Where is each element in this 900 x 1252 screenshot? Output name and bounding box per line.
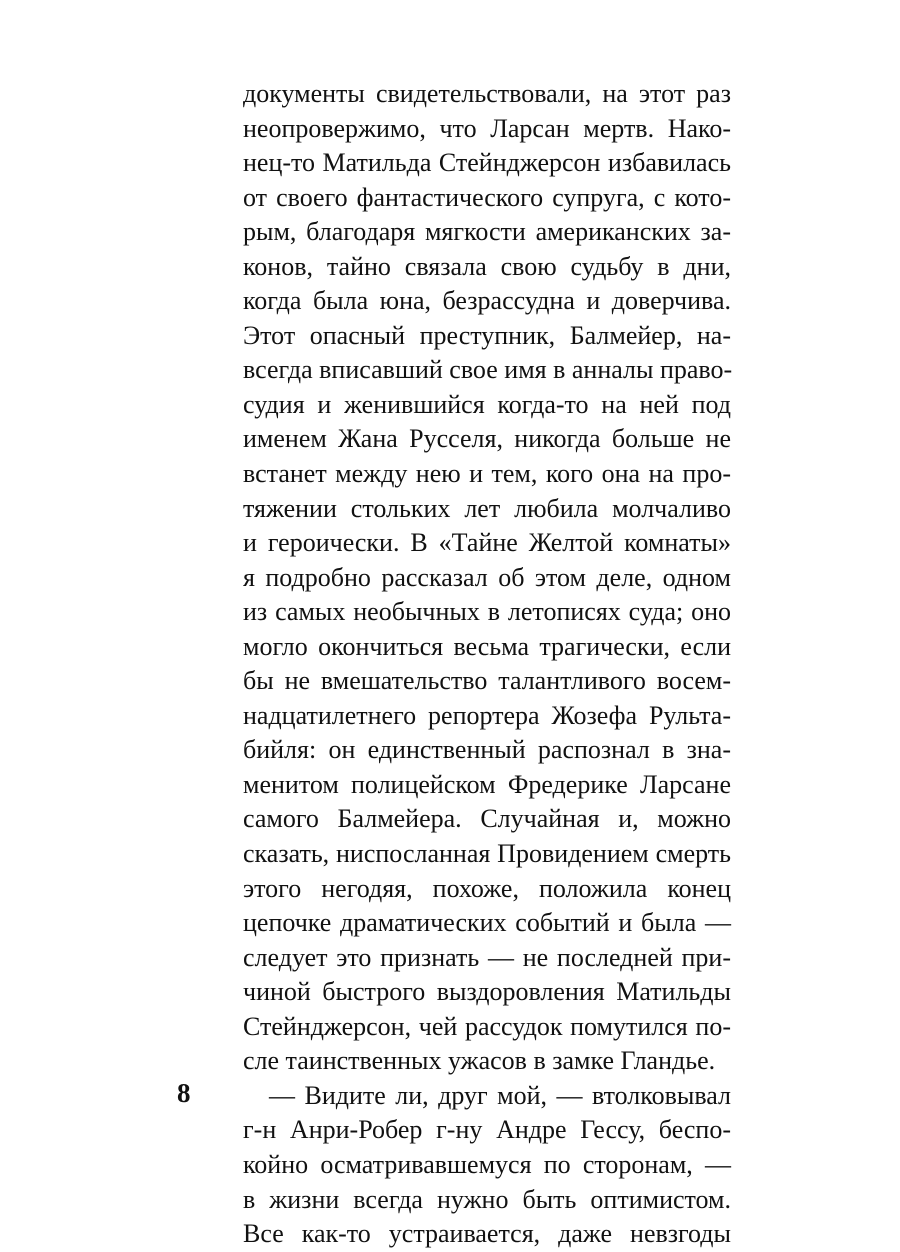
text-line: койно осматривавшемуся по сторонам, —: [243, 1149, 731, 1179]
text-line: цепочке драматических событий и была —: [243, 908, 731, 938]
text-line: тяжении стольких лет любила молчаливо: [243, 493, 731, 523]
paragraph-start-line: — Видите ли, друг мой, — втолковывал: [269, 1080, 731, 1110]
text-line: Все как-то устраивается, даже невзгоды: [243, 1219, 731, 1249]
text-line: бы не вмешательство талантливого восем-: [243, 666, 731, 696]
text-line: нец-то Матильда Стейнджерсон избавилась: [243, 148, 731, 178]
text-line: бийля: он единственный распознал в зна-: [243, 735, 731, 765]
paragraph-end-line: сле таинственных ужасов в замке Гландье.: [243, 1046, 716, 1076]
text-line: г-н Анри-Робер г-ну Андре Гессу, беспо-: [243, 1115, 731, 1145]
text-line: чиной быстрого выздоровления Матильды: [243, 977, 731, 1007]
text-line: неопровержимо, что Ларсан мертв. Нако-: [243, 113, 731, 143]
text-line: менитом полицейском Фредерике Ларсане: [243, 769, 731, 799]
page-number: 8: [177, 1078, 191, 1108]
text-line: из самых необычных в летописях суда; оно: [243, 597, 731, 627]
text-line: сказать, ниспосланная Провидением смерть: [243, 839, 731, 869]
text-line: конов, тайно связала свою судьбу в дни,: [243, 251, 731, 281]
text-line: в жизни всегда нужно быть оптимистом.: [243, 1184, 731, 1214]
text-line: документы свидетельствовали, на этот раз: [243, 79, 731, 108]
text-line: самого Балмейера. Случайная и, можно: [243, 804, 731, 834]
text-line: судия и женившийся когда-то на ней под: [243, 389, 731, 419]
text-line: Стейнджерсон, чей рассудок помутился по-: [243, 1011, 731, 1041]
text-line: могло окончиться весьма трагически, если: [243, 631, 731, 661]
text-line: Этот опасный преступник, Балмейер, на-: [243, 320, 731, 350]
text-line: этого негодяя, похоже, положила конец: [243, 873, 731, 903]
text-line: и героически. В «Тайне Желтой комнаты»: [243, 528, 731, 558]
text-line: я подробно рассказал об этом деле, одном: [243, 562, 731, 592]
text-line: встанет между нею и тем, кого она на про-: [243, 459, 731, 489]
text-line: когда была юна, безрассудна и доверчива.: [243, 286, 731, 316]
text-line: всегда вписавший свое имя в анналы право-: [243, 355, 733, 385]
text-line: рым, благодаря мягкости американских за-: [243, 217, 731, 247]
text-line: именем Жана Русселя, никогда больше не: [243, 424, 731, 454]
body-text: [243, 77, 731, 1252]
text-line: следует это признать — не последней при-: [243, 942, 731, 972]
text-line: надцатилетнего репортера Жозефа Рульта-: [243, 700, 731, 730]
text-line: от своего фантастического супруга, с кото-: [243, 182, 731, 212]
